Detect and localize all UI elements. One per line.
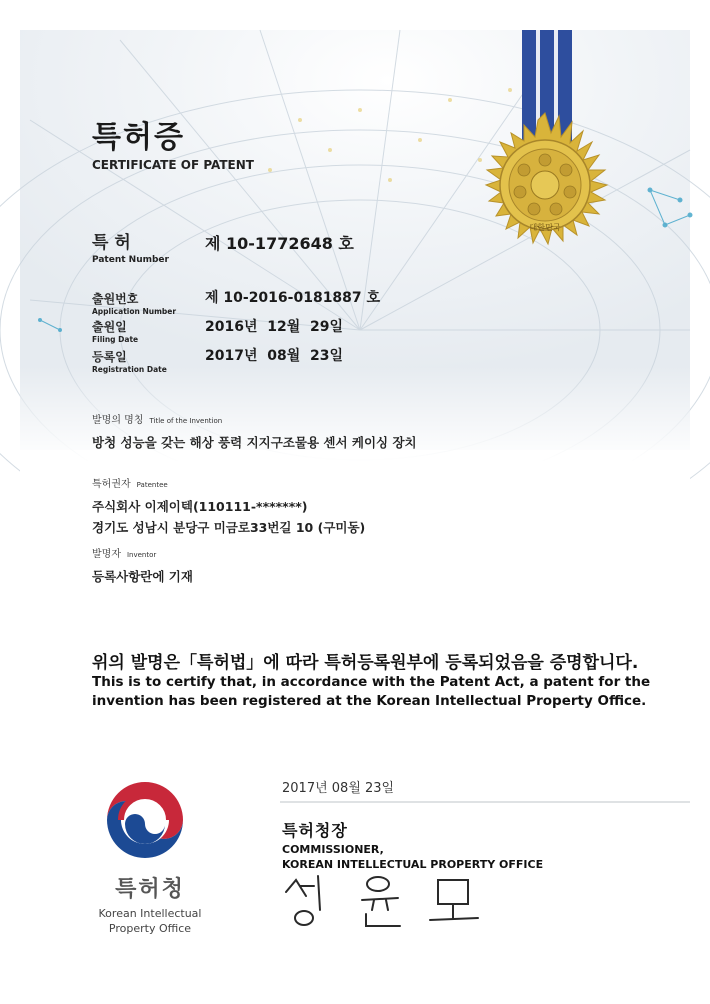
kipo-name-english-line2: Property Office [108,922,192,935]
registration-date-label [92,348,167,374]
commissioner-signature [278,870,508,940]
certificate-title-korean: 특허증 [92,120,185,155]
patent-number-value: 제 10-1772648 호 [205,234,354,253]
invention-title-label-ko: 발명의 명칭 [92,415,144,426]
issue-date: 2017년 08월 23일 [282,781,395,796]
certificate-title-english: CERTIFICATE OF PATENT [92,158,254,172]
filing-date-label-en: Filing Date [92,335,139,344]
kipo-name-korean: 특허청 [115,877,185,902]
registration-date-label-en: Registration Date [92,365,167,374]
application-number-label-en: Application Number [92,307,177,316]
registration-date-label-ko: 등록일 [92,350,127,364]
patentee-label-ko: 특허권자 [92,479,131,490]
inventor-label-en: Inventor [126,551,157,559]
gold-seal-icon [460,30,630,290]
seal-text: 대한민국 [529,223,561,232]
commissioner-title-line2: KOREAN INTELLECTUAL PROPERTY OFFICE [282,858,544,871]
filing-date-label-ko: 출원일 [92,320,127,334]
inventor-section [92,542,193,585]
invention-title-section [92,408,417,451]
patent-number-label-ko: 특 허 [92,233,131,253]
filing-date-value: 2016년 12월 29일 [205,319,343,335]
registration-date-value: 2017년 08월 23일 [205,348,343,364]
commissioner-title-line1: COMMISSIONER, [282,843,384,856]
patentee-name: 주식회사 이제이텍(110111-*******) [92,499,308,514]
invention-title-label-en: Title of the Invention [149,417,223,425]
patentee-address: 경기도 성남시 분당구 미금로33번길 10 (구미동) [92,520,366,535]
commissioner-title-english [282,842,543,872]
certification-statement-korean: 위의 발명은「특허법」에 따라 특허등록원부에 등록되었음을 증명합니다. [92,653,639,673]
patentee-label-en: Patentee [136,481,168,489]
kipo-taegeuk-logo-icon [103,778,187,862]
application-number-label [92,290,176,316]
filing-date-label [92,318,138,344]
patent-number-label-en: Patent Number [92,255,169,265]
kipo-name-english [80,906,220,936]
certification-statement-english: This is to certify that, in accordance with the Patent Act, a patent for the invention has been registered at the Korean Intellectual Property Office. [92,674,651,709]
inventor-label-ko: 발명자 [92,549,121,560]
patent-number-label [92,228,169,265]
application-number-value: 제 10-2016-0181887 호 [205,290,381,306]
inventor-value: 등록사항란에 기재 [92,569,193,584]
invention-title-value: 방청 성능을 갖는 해상 풍력 지지구조물용 센서 케이싱 장치 [92,435,417,450]
patentee-section [92,472,365,536]
kipo-name-english-line1: Korean Intellectual [98,907,202,920]
application-number-label-ko: 출원번호 [92,292,139,306]
commissioner-title-korean: 특허청장 [282,821,348,840]
